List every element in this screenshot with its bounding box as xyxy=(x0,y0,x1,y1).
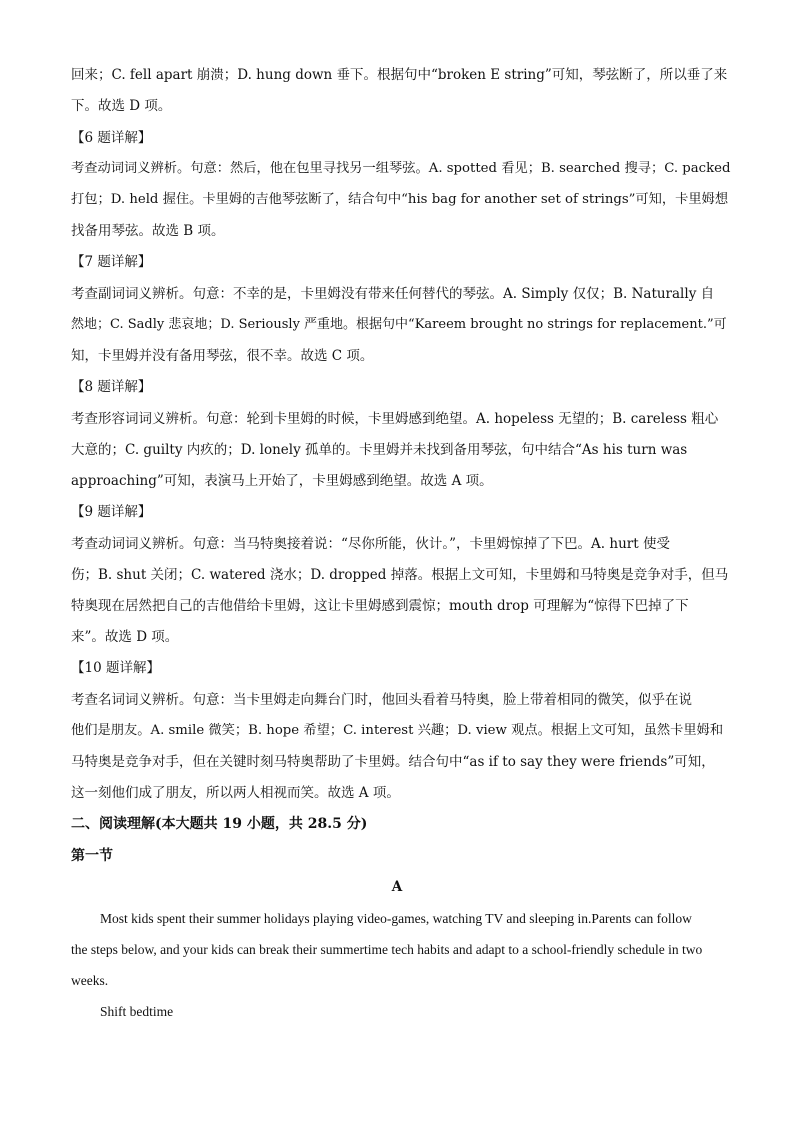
text-line: 马特奥是竞争对手，但在关键时刻马特奥帮助了卡里姆。结合句中“as if to say they were friends”可知， xyxy=(71,754,715,770)
text-line: 这一刻他们成了朋友，所以两人相视而笑。故选 A 项。 xyxy=(71,785,400,801)
text-line: 伤；B. shut 关闭；C. watered 浇水；D. dropped 掉落。根据上文可知，卡里姆和马特奥是竞争对手，但马 xyxy=(71,567,729,583)
question-8-heading: 【8 题详解】 xyxy=(71,379,152,395)
question-9-heading: 【9 题详解】 xyxy=(71,504,152,520)
text-line: 然地；C. Sadly 悲哀地；D. Seriously 严重地。根据句中“Kareem brought no strings for replacement.”可 xyxy=(71,317,727,332)
passage-subheading: Shift bedtime xyxy=(100,1004,174,1019)
text-line: 找备用琴弦。故选 B 项。 xyxy=(71,223,225,239)
text-line: 考查动词词义辨析。句意：当马特奥接着说：“尽你所能，伙计。”，卡里姆惊掉了下巴。A. hurt 使受 xyxy=(71,536,670,552)
text-line: 考查动词词义辨析。句意：然后，他在包里寻找另一组琴弦。A. spotted 看见；B. searched 搜寻；C. packed xyxy=(71,161,731,176)
question-10-heading: 【10 题详解】 xyxy=(71,660,160,676)
text-line: 考查形容词词义辨析。句意：轮到卡里姆的时候，卡里姆感到绝望。A. hopeless 无望的；B. careless 粗心 xyxy=(71,411,719,427)
text-line: 考查名词词义辨析。句意：当卡里姆走向舞台门时，他回头看着马特奥，脸上带着相同的微笑，似乎在说 xyxy=(71,692,692,708)
question-7-heading: 【7 题详解】 xyxy=(71,254,152,270)
text-line: 大意的；C. guilty 内疚的；D. lonely 孤单的。卡里姆并未找到备用琴弦，句中结合“As his turn was xyxy=(71,442,688,458)
text-line: approaching”可知，表演马上开始了，卡里姆感到绝望。故选 A 项。 xyxy=(71,473,493,489)
text-line: 下。故选 D 项。 xyxy=(71,98,172,114)
text-line: 打包；D. held 握住。卡里姆的吉他琴弦断了，结合句中“his bag for another set of strings”可知，卡里姆想 xyxy=(71,192,729,207)
passage-line: weeks. xyxy=(71,973,109,988)
text-line: 特奥现在居然把自己的吉他借给卡里姆，这让卡里姆感到震惊；mouth drop 可理解为“惊得下巴掉了下 xyxy=(71,598,689,614)
text-line: 来”。故选 D 项。 xyxy=(71,629,179,645)
text-line: 知，卡里姆并没有备用琴弦，很不幸。故选 C 项。 xyxy=(71,348,374,364)
text-line: 他们是朋友。A. smile 微笑；B. hope 希望；C. interest 兴趣；D. view 观点。根据上文可知，虽然卡里姆和 xyxy=(71,723,724,738)
passage-line: the steps below, and your kids can break their summertime tech habits and adapt to a school-friendly schedule in two xyxy=(71,942,703,957)
text-line: 回来；C. fell apart 崩溃；D. hung down 垂下。根据句中“broken E string”可知，琴弦断了，所以垂了来 xyxy=(71,67,728,83)
question-6-heading: 【6 题详解】 xyxy=(71,130,152,146)
subsection-title: 第一节 xyxy=(71,848,113,864)
text-line: 考查副词词义辨析。句意：不幸的是，卡里姆没有带来任何替代的琴弦。A. Simply 仅仅；B. Naturally 自 xyxy=(71,286,715,302)
section-title: 二、阅读理解(本大题共 19 小题，共 28.5 分) xyxy=(71,816,368,832)
passage-label: A xyxy=(391,879,403,895)
passage-line: Most kids spent their summer holidays playing video-games, watching TV and sleeping in.Parents can follow xyxy=(100,911,692,926)
